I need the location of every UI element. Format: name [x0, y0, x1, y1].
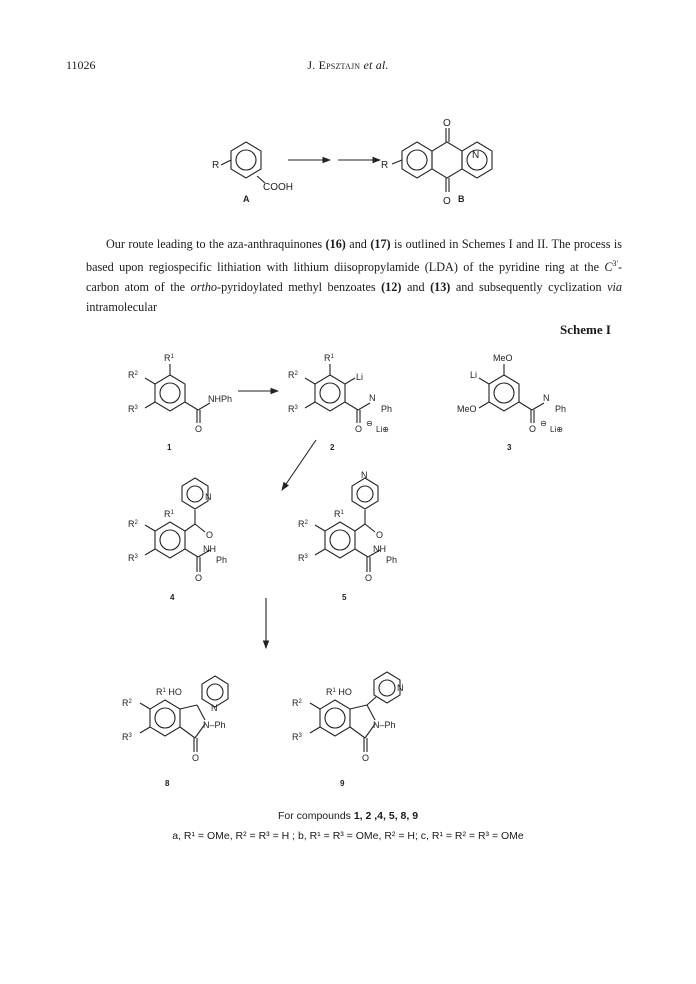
c5-R3: $R^3$ [298, 553, 308, 563]
c4-R2: $R^2$ [128, 519, 138, 529]
caption-line-2: a, R¹ = OMe, R² = R³ = H ; b, R¹ = R³ = OMe, R² = H; c, R¹ = R² = R³ = OMe [172, 830, 524, 842]
sub-R-B: R [381, 160, 389, 171]
running-head [0, 58, 696, 73]
c9-NPh: N–Ph [373, 720, 396, 730]
c4-O2: O [195, 573, 203, 583]
compound-label-8: 8 [165, 779, 170, 788]
c2-Li-plus: Li⊕ [376, 425, 389, 434]
c8-R3: $R^3$ [122, 732, 132, 742]
sub-R-A: R [212, 160, 220, 171]
c5-N: N [361, 470, 368, 480]
c3-Li: Li [470, 370, 478, 380]
c3-Ph: Ph [555, 404, 567, 414]
sub-COOH: COOH [263, 182, 293, 193]
body-paragraph: Our route leading to the aza-anthraquinones (16) and (17) is outlined in Schemes I and II. The process is based upon regiospecific lithiation with lithium diisopropylamide (LDA) of the pyridine ring at the $C^{3'}$-carbon atom of the ortho-pyridoylated methyl benzoates (12) and (13) and subsequently cyclization via intramolecular [86, 237, 622, 315]
label-B: B [458, 194, 465, 204]
compound-label-1: 1 [167, 443, 172, 452]
c5-R2: $R^2$ [298, 519, 308, 529]
c3-MeO-top: MeO [493, 353, 513, 363]
c8-O: O [192, 753, 200, 763]
top-reaction-scheme [0, 108, 696, 218]
c5-NH: NH [373, 544, 386, 554]
compound-label-3: 3 [507, 443, 512, 452]
c1-R2: $R^2$ [128, 370, 138, 380]
c3-minus: ⊖ [540, 419, 547, 428]
c5-O2: O [365, 573, 373, 583]
c2-R1: $R^1$ [324, 353, 334, 363]
c3-O: O [529, 424, 537, 434]
c1-O: O [195, 424, 203, 434]
c4-N: N [205, 492, 212, 502]
c5-R1: $R^1$ [334, 509, 344, 519]
c2-N: N [369, 393, 376, 403]
running-head-etal: et al. [363, 58, 389, 72]
atom-N: N [472, 150, 480, 161]
label-A: A [243, 194, 250, 204]
c9-R1-HO: $R^1$ HO [326, 687, 352, 697]
scheme-title: Scheme I [560, 322, 611, 337]
caption-line-1: For compounds 1, 2 ,4, 5, 8, 9 [277, 810, 419, 822]
c3-Li-plus: Li⊕ [550, 425, 563, 434]
compound-label-2: 2 [330, 443, 335, 452]
compound-label-9: 9 [340, 779, 345, 788]
c5-Ph: Ph [386, 555, 398, 565]
page-number: 11026 [66, 58, 96, 72]
c9-N: N [397, 683, 404, 693]
c8-R2: $R^2$ [122, 698, 132, 708]
c9-R2: $R^2$ [292, 698, 302, 708]
c3-MeO-bottom: MeO [457, 404, 477, 414]
c9-R3: $R^3$ [292, 732, 302, 742]
compound-label-4: 4 [170, 593, 175, 602]
atom-O-bottom: O [443, 196, 451, 207]
compound-label-5: 5 [342, 593, 347, 602]
c2-Ph: Ph [381, 404, 393, 414]
c8-N: N [211, 703, 218, 713]
running-head-authors: J. Epsztajn [307, 58, 361, 72]
c4-R1: $R^1$ [164, 509, 174, 519]
c8-R1-HO: $R^1$ HO [156, 687, 182, 697]
c4-Ph: Ph [216, 555, 228, 565]
c3-N: N [543, 393, 550, 403]
c9-O: O [362, 753, 370, 763]
c5-O: O [376, 530, 384, 540]
c4-NH: NH [203, 544, 216, 554]
c2-Li: Li [356, 372, 364, 382]
c2-O: O [355, 424, 363, 434]
c1-NHPh: NHPh [208, 394, 233, 404]
atom-O-top: O [443, 118, 451, 129]
c1-R3: $R^3$ [128, 404, 138, 414]
c2-minus: ⊖ [366, 419, 373, 428]
c4-O: O [206, 530, 214, 540]
c8-NPh: N–Ph [203, 720, 226, 730]
c4-R3: $R^3$ [128, 553, 138, 563]
c2-R2: $R^2$ [288, 370, 298, 380]
c1-R1: $R^1$ [164, 353, 174, 363]
c2-R3: $R^3$ [288, 404, 298, 414]
scheme-i-structures [0, 340, 696, 790]
